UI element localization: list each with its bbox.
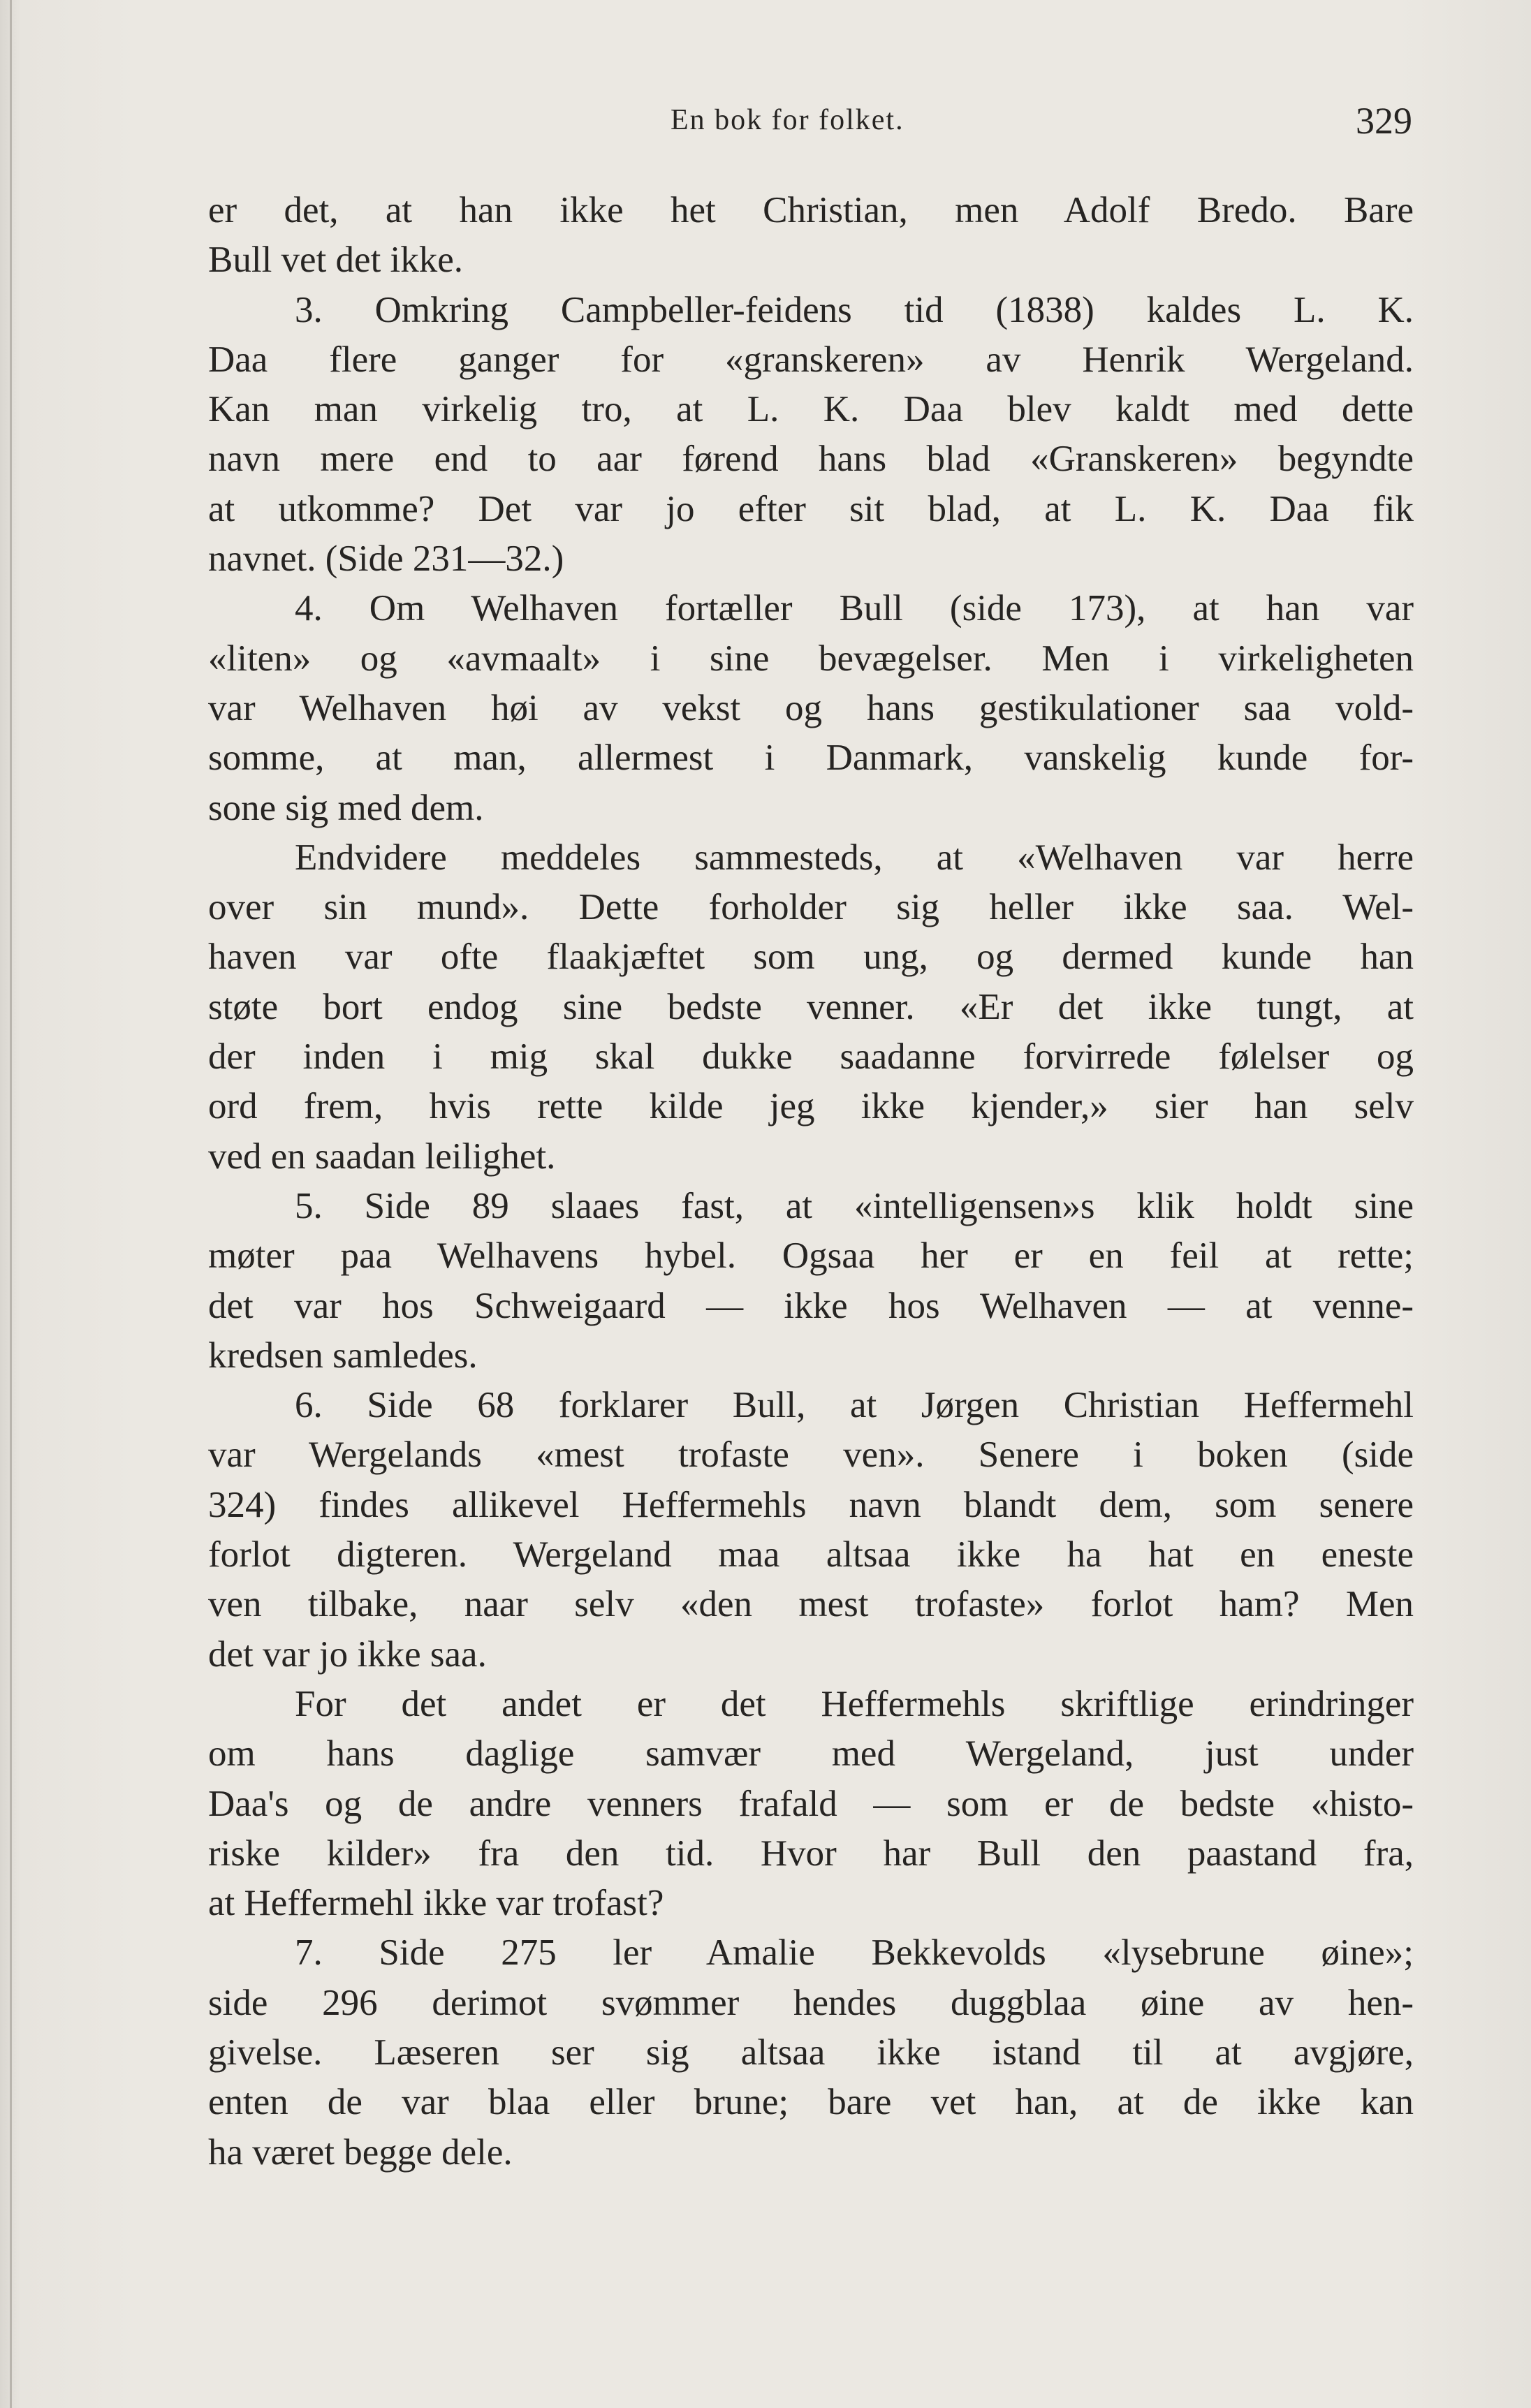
text-line: der inden i mig skal dukke saadanne forvirrede følelser og	[208, 1036, 1414, 1078]
text-line: sone sig med dem.	[208, 787, 484, 828]
text-line: er det, at han ikke het Christian, men Adolf Bredo. Bare	[208, 190, 1414, 230]
text-line: 324) findes allikevel Heffermehls navn blandt dem, som senere	[208, 1484, 1414, 1525]
text-line: møter paa Welhavens hybel. Ogsaa her er en feil at rette;	[208, 1235, 1414, 1277]
text-line: ord frem, hvis rette kilde jeg ikke kjender,» sier han selv	[208, 1086, 1414, 1127]
text-line: navn mere end to aar førend hans blad «Granskeren» begyndte	[208, 439, 1414, 480]
page-number: 329	[1356, 100, 1412, 142]
text-line: at utkomme? Det var jo efter sit blad, at L. K. Daa fik	[208, 488, 1414, 529]
body-text	[208, 186, 1414, 2178]
text-line: over sin mund». Dette forholder sig heller ikke saa. Wel-	[208, 887, 1414, 928]
text-line: forlot digteren. Wergeland maa altsaa ikke ha hat en eneste	[208, 1534, 1414, 1576]
running-title: En bok for folket.	[671, 104, 904, 136]
text-line: Bull vet det ikke.	[208, 240, 464, 281]
text-line: kredsen samledes.	[208, 1335, 478, 1376]
text-line: haven var ofte flaakjæftet som ung, og dermed kunde han	[208, 937, 1414, 978]
page-header	[0, 100, 1531, 159]
text-line: var Wergelands «mest trofaste ven». Senere i boken (side	[208, 1434, 1414, 1476]
text-line: Endvidere meddeles sammesteds, at «Welhaven var herre	[295, 837, 1414, 878]
text-line: det var hos Schweigaard — ikke hos Welhaven — at venne-	[208, 1285, 1414, 1326]
text-line: 7. Side 275 ler Amalie Bekkevolds «lysebrune øine»;	[295, 1932, 1414, 1974]
text-line: støte bort endog sine bedste venner. «Er det ikke tungt, at	[208, 986, 1414, 1027]
text-line: ven tilbake, naar selv «den mest trofaste» forlot ham? Men	[208, 1584, 1414, 1625]
text-line: navnet. (Side 231—32.)	[208, 538, 564, 580]
text-line: 5. Side 89 slaaes fast, at «intelligensen»s klik holdt sine	[295, 1185, 1414, 1226]
text-line: om hans daglige samvær med Wergeland, just under	[208, 1733, 1414, 1775]
text-line: givelse. Læseren ser sig altsaa ikke istand til at avgjøre,	[208, 2032, 1414, 2073]
text-line: Daa's og de andre venners frafald — som er de bedste «histo-	[208, 1783, 1414, 1824]
text-line: side 296 derimot svømmer hendes duggblaa øine av hen-	[208, 1982, 1414, 2023]
text-line: det var jo ikke saa.	[208, 1634, 487, 1675]
text-line: «liten» og «avmaalt» i sine bevægelser. Men i virkeligheten	[208, 638, 1414, 679]
text-line: riske kilder» fra den tid. Hvor har Bull den paastand fra,	[208, 1833, 1414, 1874]
page-edge	[10, 0, 12, 2408]
text-line: For det andet er det Heffermehls skriftlige erindringer	[295, 1683, 1414, 1724]
text-line: at Heffermehl ikke var trofast?	[208, 1883, 664, 1924]
text-line: Daa flere ganger for «granskeren» av Henrik Wergeland.	[208, 339, 1414, 380]
text-line: ved en saadan leilighet.	[208, 1136, 556, 1177]
text-line: Kan man virkelig tro, at L. K. Daa blev kaldt med dette	[208, 389, 1414, 430]
text-line: 6. Side 68 forklarer Bull, at Jørgen Christian Heffermehl	[295, 1385, 1414, 1426]
text-line: enten de var blaa eller brune; bare vet han, at de ikke kan	[208, 2082, 1414, 2123]
text-line: somme, at man, allermest i Danmark, vanskelig kunde for-	[208, 737, 1414, 779]
text-line: 3. Omkring Campbeller-feidens tid (1838) kaldes L. K.	[295, 289, 1414, 330]
text-line: 4. Om Welhaven fortæller Bull (side 173), at han var	[295, 588, 1414, 629]
text-line: ha været begge dele.	[208, 2131, 513, 2173]
text-line: var Welhaven høi av vekst og hans gestikulationer saa vold-	[208, 687, 1414, 728]
